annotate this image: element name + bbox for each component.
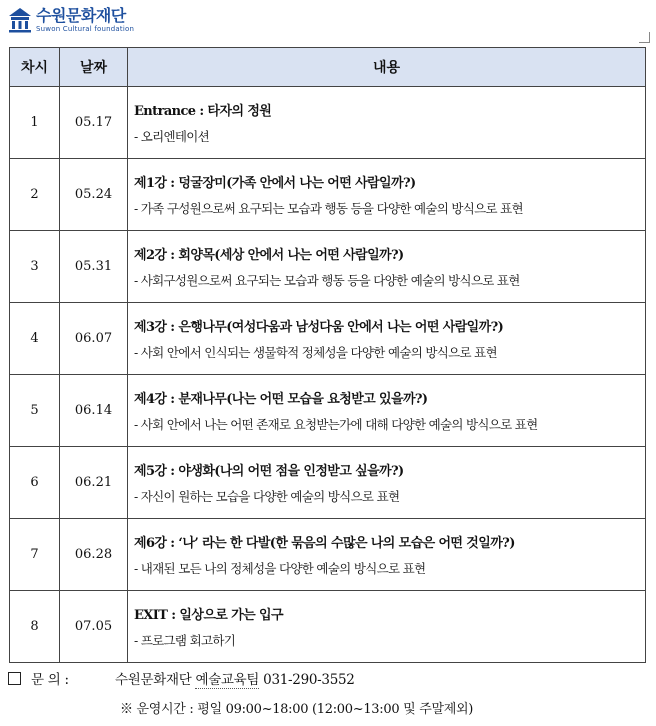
session-number: 4: [10, 303, 60, 375]
inquiry-label: 문 의 :: [31, 672, 69, 688]
session-date: 06.14: [60, 375, 128, 447]
session-description: - 사회구성원으로써 요구되는 모습과 행동 등을 다양한 예술의 방식으로 표현: [134, 273, 520, 288]
table-row: [10, 591, 646, 663]
session-title: 제4강 : 분재나무(나는 어떤 모습을 요청받고 있을까?): [134, 392, 428, 407]
session-content: [128, 87, 646, 159]
table-row: [10, 519, 646, 591]
session-description: - 내재된 모든 나의 정체성을 다양한 예술의 방식으로 표현: [134, 561, 426, 576]
session-title: EXIT : 일상으로 가는 입구: [134, 608, 283, 623]
session-number: 8: [10, 591, 60, 663]
operating-hours: ※ 운영시간 : 평일 09:00~18:00 (12:00~13:00 및 주말제외): [120, 702, 474, 717]
session-date: 06.07: [60, 303, 128, 375]
table-row: [10, 159, 646, 231]
logo: [8, 6, 134, 34]
session-description: - 사회 안에서 나는 어떤 존재로 요청받는가에 대해 다양한 예술의 방식으로 표현: [134, 417, 538, 432]
checkbox-bullet-icon: [8, 672, 21, 685]
session-content: [128, 519, 646, 591]
session-date: 05.24: [60, 159, 128, 231]
session-content: [128, 447, 646, 519]
session-date: 05.31: [60, 231, 128, 303]
session-title: 제6강 : ‘나’ 라는 한 다발(한 묶음의 수많은 나의 모습은 어떤 것일까?): [134, 536, 515, 551]
session-title: 제3강 : 은행나무(여성다움과 남성다움 안에서 나는 어떤 사람일까?): [134, 320, 504, 335]
session-content: [128, 375, 646, 447]
session-number: 2: [10, 159, 60, 231]
logo-title: 수원문화재단: [36, 5, 126, 25]
inquiry-line: [8, 668, 355, 688]
session-title: 제5강 : 야생화(나의 어떤 점을 인정받고 싶을까?): [134, 464, 404, 479]
table-row: [10, 447, 646, 519]
session-date: 05.17: [60, 87, 128, 159]
session-content: [128, 231, 646, 303]
header-date: 날짜: [60, 48, 128, 87]
session-number: 3: [10, 231, 60, 303]
table-row: [10, 375, 646, 447]
session-description: - 오리엔테이션: [134, 129, 210, 144]
table-row: [10, 231, 646, 303]
session-number: 1: [10, 87, 60, 159]
session-date: 07.05: [60, 591, 128, 663]
table-header-row: [10, 48, 646, 87]
inquiry-organization: 수원문화재단: [115, 672, 192, 688]
session-number: 5: [10, 375, 60, 447]
session-content: [128, 591, 646, 663]
session-date: 06.28: [60, 519, 128, 591]
schedule-table: [9, 47, 646, 663]
session-title: Entrance : 타자의 정원: [134, 104, 272, 119]
header-content: 내용: [128, 48, 646, 87]
foundation-logo-icon: [8, 7, 32, 33]
session-number: 7: [10, 519, 60, 591]
inquiry-team: 예술교육팀: [195, 672, 260, 688]
table-row: [10, 87, 646, 159]
session-title: 제2강 : 회양목(세상 안에서 나는 어떤 사람일까?): [134, 248, 404, 263]
session-description: - 가족 구성원으로써 요구되는 모습과 행동 등을 다양한 예술의 방식으로 표현: [134, 201, 523, 216]
session-description: - 사회 안에서 인식되는 생물학적 정체성을 다양한 예술의 방식으로 표현: [134, 345, 497, 360]
table-row: [10, 303, 646, 375]
session-title: 제1강 : 덩굴장미(가족 안에서 나는 어떤 사람일까?): [134, 176, 416, 191]
header-session: 차시: [10, 48, 60, 87]
session-description: - 자신이 원하는 모습을 다양한 예술의 방식으로 표현: [134, 489, 400, 504]
logo-subtitle: Suwon Cultural foundation: [36, 24, 135, 33]
session-description: - 프로그램 회고하기: [134, 633, 236, 648]
inquiry-phone: 031-290-3552: [263, 672, 355, 688]
session-date: 06.21: [60, 447, 128, 519]
session-content: [128, 159, 646, 231]
page-corner-mark: [639, 32, 650, 43]
session-content: [128, 303, 646, 375]
session-number: 6: [10, 447, 60, 519]
